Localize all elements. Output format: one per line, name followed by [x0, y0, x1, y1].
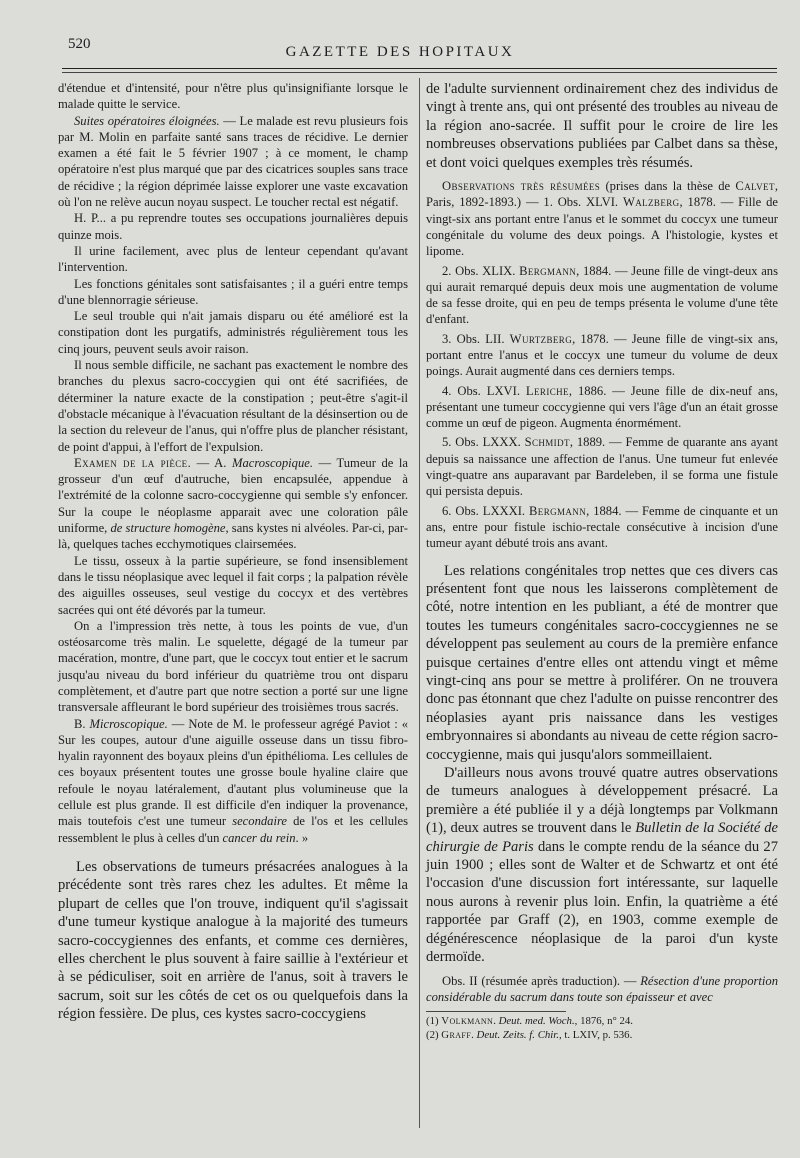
observation-number: 6. Obs. LXXXI.	[442, 503, 529, 518]
subheading: Observations très résumées	[442, 179, 601, 194]
paragraph-text: , Paris, 1892-1893.) — 1. Obs. XLVI.	[426, 179, 779, 210]
observation	[426, 503, 778, 552]
italic-text: Deut. med. Woch.	[498, 1015, 575, 1028]
observation-number: 5. Obs. LXXX.	[442, 435, 525, 450]
paragraph	[58, 455, 408, 553]
paragraph-text: , 1878. — Jeune fille de vingt-six ans, portant entre l'anus et le coccyx une tumeur du volume de deux poings. Aurait augmenté dans ces derniers temps.	[426, 331, 778, 379]
paragraph-large: Les relations congénitales trop nettes que ces divers cas présentent font que nous les laisserons complètement de côté, notre intention en les publiant, a été de montrer que toutes les tumeurs congénitales sacro-coccygiennes ne se développent pas seulement au cours de la première enfance puisque certaines d'entre elles ont attendu vingt et même vingt-cinq ans pour se mettre à proliférer. On ne trouvera donc pas étonnant que chez l'adulte on puisse rencontrer des néoplasies ayant pris naissance dans les vestiges embryonnaires si abondants au niveau de cette région sacro-coccygienne, mais qui jusqu'alors sommeillaient.	[426, 562, 778, 763]
paragraph-text: (prises dans la thèse de	[600, 179, 736, 194]
author-name: Leriche	[525, 383, 569, 398]
italic-text: secondaire	[232, 814, 287, 829]
paragraph-text: — Le malade est revu plusieurs fois par M. Molin en parfaite santé sans traces de récidive. Le dernier examen a été fait le 5 février 1907 ; à ce moment, le champ opératoire n'est plus marqué que par des cicatrices souples sans trace de récidive ; la région déprimée laisse explorer une vaste excavation où l'on ne relève aucun noyau suspect. Le toucher rectal est négatif.	[58, 113, 409, 210]
paragraph-text: — A.	[191, 455, 232, 470]
running-head: GAZETTE DES HOPITAUX	[285, 44, 515, 60]
paragraph-text: dans le compte rendu de la séance du 27 juin 1900 ; elles sont de Walter et de Schwartz et ont été l'occasion d'une discussion fort intéressante, sur laquelle nous aurons à revenir plus loin. Enfin, la quatrième a été rapportée par Graff (2), en 1903, comme exemple de dégénérescence néoplasique de la paroi d'un kyste dermoïde.	[426, 838, 778, 966]
paragraph-text: Obs. II (résumée après traduction). —	[442, 973, 641, 988]
paragraph-text: , sans kystes ni alvéoles. Par-ci, par-là, quelques taches ecchymotiques clairsemées.	[58, 521, 409, 552]
paragraph-large: Les observations de tumeurs présacrées analogues à la précédente sont très rares chez les adultes. Et même la plupart de celles que l'on trouve, indiquent qu'il s'agissait d'une tumeur kystique analogue à la majorité des tumeurs sacro-coccygiennes des enfants, et comme ces dernières, elles cherchent le plus souvent à faire saillie à l'extérieur et à se pédiculiser, soit en arrière de l'anus, soit à travers le sacrum, soit sur les côtés de cet os ou quelquefois dans la région fessière. De plus, ces kystes sacro-coccygiens	[58, 858, 408, 1023]
paragraph-text: , 1884. — Jeune fille de vingt-deux ans qui aurait remarqué depuis deux mois une augmentation de volume de sa fesse droite, qui en peu de temps présenta le volume d'une tête d'enfant.	[426, 263, 778, 327]
right-column	[426, 80, 778, 1042]
paragraph: Les fonctions génitales sont satisfaisantes ; il a guéri entre temps d'une blennorragie sérieuse.	[58, 276, 408, 307]
observation	[426, 434, 778, 499]
page-number: 520	[68, 36, 91, 52]
paragraph-text: B.	[74, 716, 90, 731]
author-name: Schmidt	[524, 435, 570, 450]
footnote-number: (2)	[426, 1029, 442, 1042]
observation	[426, 383, 778, 432]
paragraph-text: .	[471, 1029, 477, 1042]
paragraph-text: — Note de M. le professeur agrégé Paviot : « Sur les coupes, autour d'une aiguille osseuse dans un tissu fibro-hyalin rayonnent des boyaux pleins d'un épithélioma. Les cellules de ces boyaux présentent toutes une grosse boule hyaline claire que refoule le noyau latéralement, d'autant plus volumineuse que la cellule est plus grande. Il est difficile d'en indiquer la provenance, mais toutefois c'est une tumeur	[58, 716, 409, 829]
paragraph-text: , 1889. — Femme de quarante ans ayant depuis sa naissance une affection de l'anus. Une tumeur fut enlevée vingt-quatre ans auparavant par Bardeleben, il se forma une fistule qui persista depuis.	[426, 435, 778, 499]
observation-number: 2. Obs. XLIX.	[442, 263, 520, 278]
observation	[426, 973, 778, 1006]
header-rule-thin	[62, 72, 777, 73]
paragraph: Le tissu, osseux à la partie supérieure, se fond insensiblement dans le tissu néoplasique avec lequel il fait corps ; la palpation révèle des aiguilles osseuses, seul vestige du coccyx et des vertèbres sacrées qui ont été dévorés par la tumeur.	[58, 553, 408, 617]
paragraph: Il urine facilement, avec plus de lenteur cependant qu'avant l'intervention.	[58, 243, 408, 275]
footnote-number: (1)	[426, 1015, 442, 1028]
paragraph-text: — Tumeur de la grosseur d'un œuf d'autruche, bien encapsulée, appendue à l'extrémité de la colonne sacro-coccygienne qui semble s'y enfoncer. Sur la coupe le néoplasme apparait avec une coloration pâle uniforme,	[58, 455, 408, 536]
paragraph-large	[426, 764, 778, 966]
footnote	[426, 1014, 778, 1028]
italic-text: cancer du rein	[222, 830, 296, 845]
paragraph-text: D'ailleurs nous avons trouvé quatre autres observations de tumeurs analogues à développement présacré. La première a été publiée il y a déjà longtemps par Volkmann (1), deux autres se trouvent dans le	[426, 765, 778, 837]
paragraph-text: , 1876, n° 24.	[574, 1015, 633, 1028]
paragraph: Il nous semble difficile, ne sachant pas exactement le nombre des branches du plexus sacro-coccygien qui ont été sacrifiées, de déterminer la nature exacte de la constipation ; peut-être s'agit-il d'obstacle mécanique à l'évacuation résultant de la désinsertion ou de la section du releveur de l'anus, qui n'offre plus de plancher résistant, de point d'appui, à l'effort de l'expulsion.	[58, 358, 408, 454]
observation-number: 3. Obs. LII.	[442, 331, 510, 346]
column-divider	[419, 78, 420, 1128]
subheading: Microscopique.	[89, 716, 168, 731]
observation	[426, 263, 778, 328]
paragraph-large: de l'adulte surviennent ordinairement chez des individus de vingt à trente ans, qui ont présenté des troubles au niveau de la région ano-sacrée. Il suffit pour le croire de lire les nombreuses observations publiées par Calbet dans sa thèse, et dont voici quelques exemples très résumés.	[426, 81, 778, 171]
paragraph-text: de l'os et les cellules ressemblent le plus à celles d'un	[58, 814, 408, 845]
observation-number: 4. Obs. LXVI.	[442, 383, 526, 398]
italic-text: Résection d'une proportion considérable du sacrum dans toute son épaisseur et avec	[426, 973, 778, 1004]
subheading: Macroscopique.	[231, 455, 313, 470]
paragraph-text: .	[493, 1015, 499, 1028]
paragraph-text: . »	[295, 830, 309, 845]
italic-text: de structure homogène	[110, 521, 226, 536]
footnote	[426, 1028, 778, 1042]
author-name: Bergmann	[519, 263, 577, 278]
paragraph-text: , 1884. — Femme de cinquante et un ans, entre pour fistule ischio-rectale consécutive à incision d'une tumeur ayant débuté trois ans avant.	[426, 503, 778, 551]
author-name: Graff	[441, 1029, 472, 1042]
observation-heading	[426, 178, 778, 259]
paragraph: Le seul trouble qui n'ait jamais disparu ou été amélioré est la constipation dont les purgatifs, administrés régulièrement tous les cinq jours, peuvent seuls avoir raison.	[58, 309, 408, 356]
author-name: Walzberg	[622, 195, 680, 210]
paragraph: d'étendue et d'intensité, pour n'être plus qu'insignifiante lorsque le malade quitte le service.	[58, 81, 408, 112]
author-name: Bergmann	[529, 503, 587, 518]
paragraph	[58, 113, 408, 211]
author-name: Calvet	[735, 179, 775, 194]
italic-text: Deut. Zeits. f. Chir.	[476, 1029, 559, 1042]
paragraph-text: , t. LXIV, p. 536.	[559, 1029, 633, 1042]
left-column	[58, 80, 408, 1024]
observation	[426, 331, 778, 380]
header-rule	[62, 68, 777, 69]
paragraph: On a l'impression très nette, à tous les points de vue, d'un ostéosarcome très malin. Le squelette, dégagé de la tumeur par macération, montre, d'une part, que le coccyx tout entier et le sacrum jusqu'au niveau du bord inférieur du quatrième trou ont disparu complètement, et d'autre part que notre section a porté sur une ligne transversale affleurant le bord supérieur des troisièmes trous sacrés.	[58, 618, 408, 715]
paragraph-text: , 1886. — Jeune fille de dix-neuf ans, présentant une tumeur coccygienne qui vers l'âge d'un an était grosse comme un œuf de pigeon. Augmenta énormément.	[426, 383, 778, 431]
paragraph: H. P... a pu reprendre toutes ses occupations journalières depuis quinze mois.	[58, 211, 408, 242]
paragraph	[58, 716, 408, 846]
author-name: Wurtzberg	[509, 331, 573, 346]
footnote-rule	[426, 1011, 566, 1012]
subheading: Examen de la pièce.	[74, 455, 192, 470]
subheading: Suites opératoires éloignées.	[74, 113, 220, 128]
author-name: Volkmann	[441, 1015, 494, 1028]
italic-text: Bulletin de la Société de chirurgie de Paris	[426, 820, 778, 855]
paragraph-text: , 1878. — Fille de vingt-six ans portant entre l'anus et le sommet du coccyx une tumeur congénitale du volume des deux poings. A l'histologie, kystes et lipome.	[426, 195, 779, 259]
